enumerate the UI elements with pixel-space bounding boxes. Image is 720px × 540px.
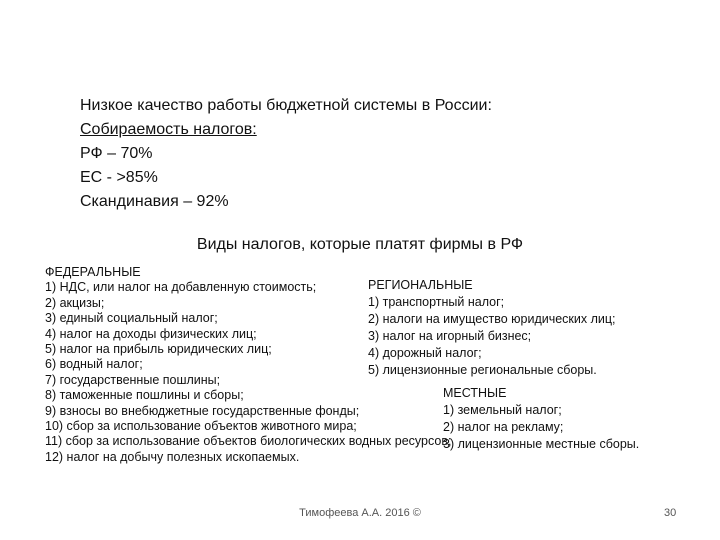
list-item: 9) взносы во внебюджетные государственные фонды; (45, 403, 360, 418)
collection-block (80, 94, 492, 214)
footer-credit: Тимофеева А.А. 2016 © (299, 507, 421, 519)
list-item: 5) лицензионные региональные сборы. (368, 363, 597, 377)
collection-subtitle: Собираемость налогов: (80, 121, 257, 138)
list-item: 2) акцизы; (45, 295, 105, 310)
federal-title: ФЕДЕРАЛЬНЫЕ (45, 265, 141, 279)
list-item: 3) налог на игорный бизнес; (368, 329, 532, 343)
collection-row-scandinavia: Скандинавия – 92% (80, 193, 229, 210)
regional-title: РЕГИОНАЛЬНЫЕ (368, 278, 473, 292)
list-item: 11) сбор за использование объектов биологических водных ресурсов; (45, 434, 452, 449)
regional-list (368, 294, 616, 379)
regional-taxes (368, 277, 616, 379)
page-number: 30 (664, 507, 677, 519)
list-item: 3) единый социальный налог; (45, 311, 218, 326)
local-taxes (443, 385, 639, 453)
local-list (443, 402, 639, 453)
collection-row-eu: ЕС - >85% (80, 169, 158, 186)
list-item: 10) сбор за использование объектов животного мира; (45, 419, 357, 434)
list-item: 4) дорожный налог; (368, 346, 482, 360)
list-item: 5) налог на прибыль юридических лиц; (45, 342, 272, 357)
list-item: 2) налог на рекламу; (443, 420, 564, 434)
list-item: 1) земельный налог; (443, 403, 562, 417)
list-item: 1) транспортный налог; (368, 295, 505, 309)
list-item: 12) налог на добычу полезных ископаемых. (45, 449, 300, 464)
slide-heading: Виды налогов, которые платят фирмы в РФ (196, 236, 524, 253)
list-item: 1) НДС, или налог на добавленную стоимость; (45, 280, 317, 295)
list-item: 3) лицензионные местные сборы. (443, 437, 640, 451)
collection-title: Низкое качество работы бюджетной системы в России: (80, 97, 492, 114)
list-item: 8) таможенные пошлины и сборы; (45, 388, 244, 403)
list-item: 6) водный налог; (45, 357, 143, 372)
list-item: 4) налог на доходы физических лиц; (45, 326, 257, 341)
local-title: МЕСТНЫЕ (443, 386, 507, 400)
list-item: 7) государственные пошлины; (45, 372, 221, 387)
list-item: 2) налоги на имущество юридических лиц; (368, 312, 616, 326)
collection-row-rf: РФ – 70% (80, 145, 153, 162)
